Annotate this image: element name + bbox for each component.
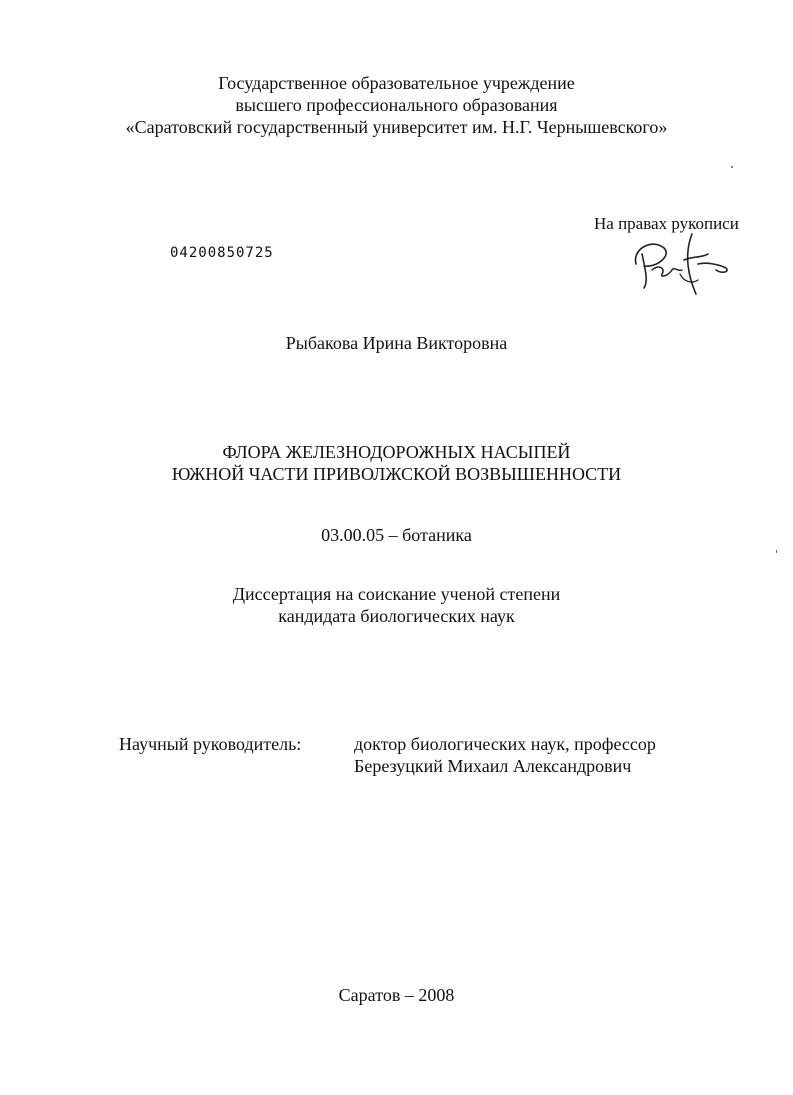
supervisor-info bbox=[354, 733, 656, 777]
specialty-code: 03.00.05 – ботаника bbox=[321, 525, 472, 545]
signature-icon bbox=[622, 224, 742, 302]
title-line-2: ЮЖНОЙ ЧАСТИ ПРИВОЛЖСКОЙ ВОЗВЫШЕННОСТИ bbox=[171, 464, 622, 484]
scan-speck bbox=[776, 550, 777, 553]
document-number: 04200850725 bbox=[170, 245, 274, 261]
author-name: Рыбакова Ирина Викторовна bbox=[285, 333, 508, 353]
supervisor-name: Березуцкий Михаил Александрович bbox=[354, 756, 632, 776]
degree-line-2: кандидата биологических наук bbox=[278, 606, 515, 626]
institution-line-1: Государственное образовательное учреждение bbox=[218, 73, 575, 93]
institution-line-3: «Саратовский государственный университет им. Н.Г. Чернышевского» bbox=[125, 117, 668, 137]
city-year-footer: Саратов – 2008 bbox=[338, 985, 455, 1005]
supervisor-label: Научный руководитель: bbox=[119, 734, 302, 754]
institution-line-2: высшего профессионального образования bbox=[235, 95, 558, 115]
degree-statement bbox=[0, 583, 793, 627]
dissertation-title bbox=[0, 441, 793, 485]
supervisor-degree: доктор биологических наук, профессор bbox=[354, 734, 656, 754]
manuscript-rights-note: На правах рукописи bbox=[594, 214, 739, 233]
scan-speck bbox=[731, 166, 733, 168]
institution-header bbox=[0, 72, 793, 138]
title-line-1: ФЛОРА ЖЕЛЕЗНОДОРОЖНЫХ НАСЫПЕЙ bbox=[222, 442, 571, 462]
degree-line-1: Диссертация на соискание ученой степени bbox=[232, 584, 561, 604]
